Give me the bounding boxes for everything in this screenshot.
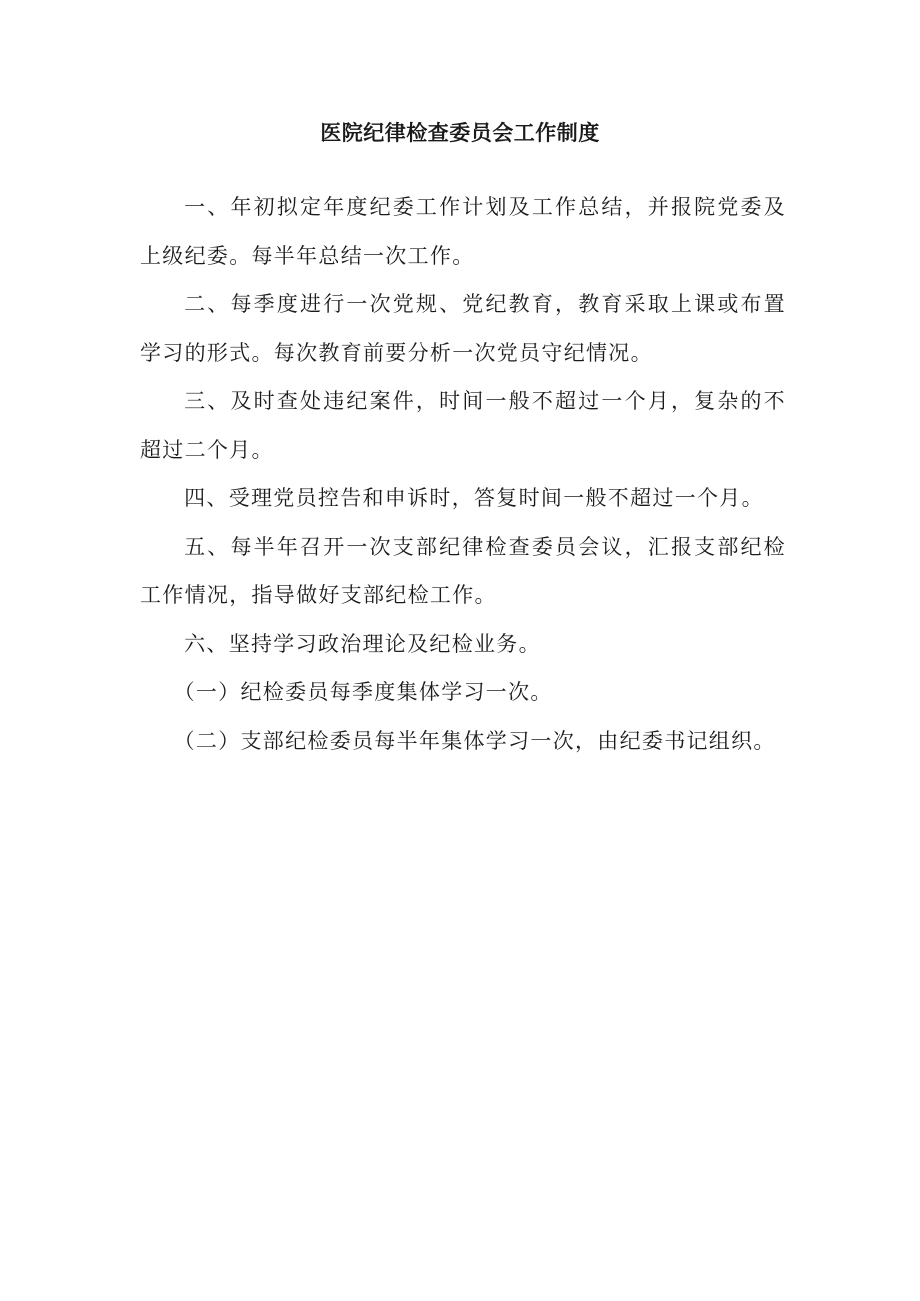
paragraph-4: 四、受理党员控告和申诉时，答复时间一般不超过一个月。 [184, 486, 764, 510]
paragraph-6: 六、坚持学习政治理论及纪检业务。 [184, 631, 541, 656]
sub-paragraph-2: （二）支部纪检委员每半年集体学习一次，由纪委书记组织。 [173, 728, 776, 753]
document-title: 医院纪律检查委员会工作制度 [320, 120, 600, 145]
paragraph-1: 一、年初拟定年度纪委工作计划及工作总结，并报院党委及上级纪委。每半年总结一次工作。 [140, 195, 786, 268]
paragraph-3: 三、及时查处违纪案件，时间一般不超过一个月，复杂的不超过二个月。 [140, 389, 786, 462]
paragraph-5: 五、每半年召开一次支部纪律检查委员会议，汇报支部纪检工作情况，指导做好支部纪检工作。 [140, 534, 786, 607]
paragraph-2: 二、每季度进行一次党规、党纪教育，教育采取上课或布置学习的形式。每次教育前要分析一次党员守纪情况。 [140, 292, 786, 365]
document-body [140, 183, 786, 765]
sub-paragraph-1: （一）纪检委员每季度集体学习一次。 [173, 680, 553, 704]
